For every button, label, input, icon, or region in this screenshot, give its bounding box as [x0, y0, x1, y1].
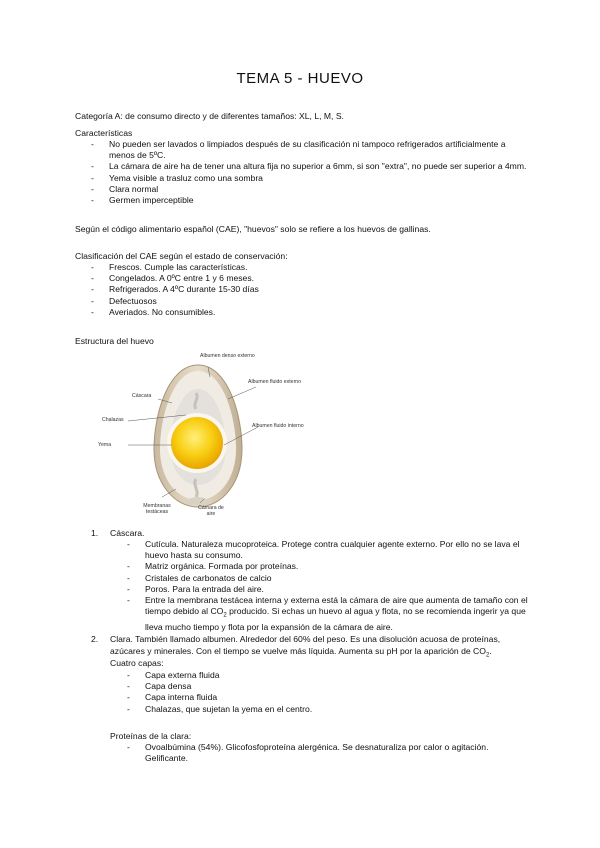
clara-line3: Cuatro capas: — [110, 658, 164, 668]
list-item: - Defectuosos — [91, 296, 531, 307]
label-albumen-fluido-interno: Albumen fluido interno — [252, 423, 304, 429]
cascara-title: Cáscara. — [110, 528, 145, 538]
list-item: - Ovoalbúmina (54%). Glicofosfoproteína alergénica. Se desnaturaliza por calor o agitación. Gelificante. — [127, 742, 522, 764]
proteinas-list — [127, 742, 522, 764]
list-item: - Chalazas, que sujetan la yema en el centro. — [127, 704, 527, 715]
clara-line1: Clara. También llamado albumen. Alrededor del 60% del peso. Es una disolución acuosa de proteínas, — [110, 634, 501, 644]
list-item: - Capa externa fluida — [127, 670, 527, 681]
list-item: - Capa densa — [127, 681, 527, 692]
clasificacion-heading: Clasificación del CAE según el estado de conservación: — [75, 251, 288, 261]
label-cascara: Cáscara — [132, 393, 152, 399]
cascara-number: 1. — [91, 528, 99, 538]
label-albumen-denso: Albumen denso externo — [200, 353, 255, 359]
list-item: - Refrigerados. A 4ºC durante 15-30 días — [91, 284, 531, 295]
caracteristicas-list — [91, 139, 531, 206]
label-yema: Yema — [98, 442, 112, 448]
list-item: - Yema visible a trasluz como una sombra — [91, 173, 531, 184]
list-item: - Germen imperceptible — [91, 195, 531, 206]
yolk-shape — [171, 417, 223, 469]
clara-line2: azúcares y minerales. Con el tiempo se vuelve más líquida. Aumenta su pH por la aparición de $CO_2$. — [110, 646, 492, 659]
capas-list — [127, 670, 527, 715]
clara-number: 2. — [91, 634, 99, 644]
list-item: - La cámara de aire ha de tener una altura fija no superior a 6mm, si son "extra", no puede ser superior a 4mm. — [91, 161, 531, 172]
clasificacion-list — [91, 262, 531, 318]
list-item: - Averiados. No consumibles. — [91, 307, 531, 318]
list-item: - Cristales de carbonatos de calcio — [127, 573, 532, 584]
list-item: - Entre la membrana testácea interna y externa está la cámara de aire que aumenta de tamaño con el tiempo debido al $CO_2$ producido. Si echas un huevo al agua y flota, no se recomienda ingerir ya que lleva mucho tiempo y flota por la expansión de la cámara de aire. — [127, 595, 532, 633]
list-item: - Congelados. A 0ºC entre 1 y 6 meses. — [91, 273, 531, 284]
label-chalazas: Chalazas — [102, 417, 124, 423]
list-item: - No pueden ser lavados o limpiados después de su clasificación ni tampoco refrigerados artificialmente a menos de 5ºC. — [91, 139, 531, 161]
page-title: TEMA 5 - HUEVO — [236, 70, 364, 87]
proteinas-heading: Proteínas de la clara: — [110, 731, 192, 741]
categoria-text: Categoría A: de consumo directo y de diferentes tamaños: XL, L, M, S. — [75, 111, 344, 121]
list-item: - Poros. Para la entrada del aire. — [127, 584, 532, 595]
list-item: - Matriz orgánica. Formada por proteínas. — [127, 561, 532, 572]
cae-note: Según el código alimentario español (CAE), "huevos" solo se refiere a los huevos de gallinas. — [75, 224, 431, 234]
list-item: - Frescos. Cumple las características. — [91, 262, 531, 273]
list-item: - Capa interna fluida — [127, 692, 527, 703]
cascara-list — [127, 539, 532, 633]
label-albumen-fluido-externo: Albumen fluido externo — [248, 379, 302, 385]
egg-diagram — [96, 353, 306, 523]
list-item: - Clara normal — [91, 184, 531, 195]
caracteristicas-heading: Características — [75, 128, 133, 138]
list-item: - Cutícula. Naturaleza mucoproteica. Protege contra cualquier agente externo. Por ello no se lava el huevo hasta su consumo. — [127, 539, 532, 561]
estructura-heading: Estructura del huevo — [75, 336, 154, 346]
label-camara: Cámara de aire — [198, 505, 224, 517]
label-membranas: Membranas testáceas — [143, 503, 171, 515]
